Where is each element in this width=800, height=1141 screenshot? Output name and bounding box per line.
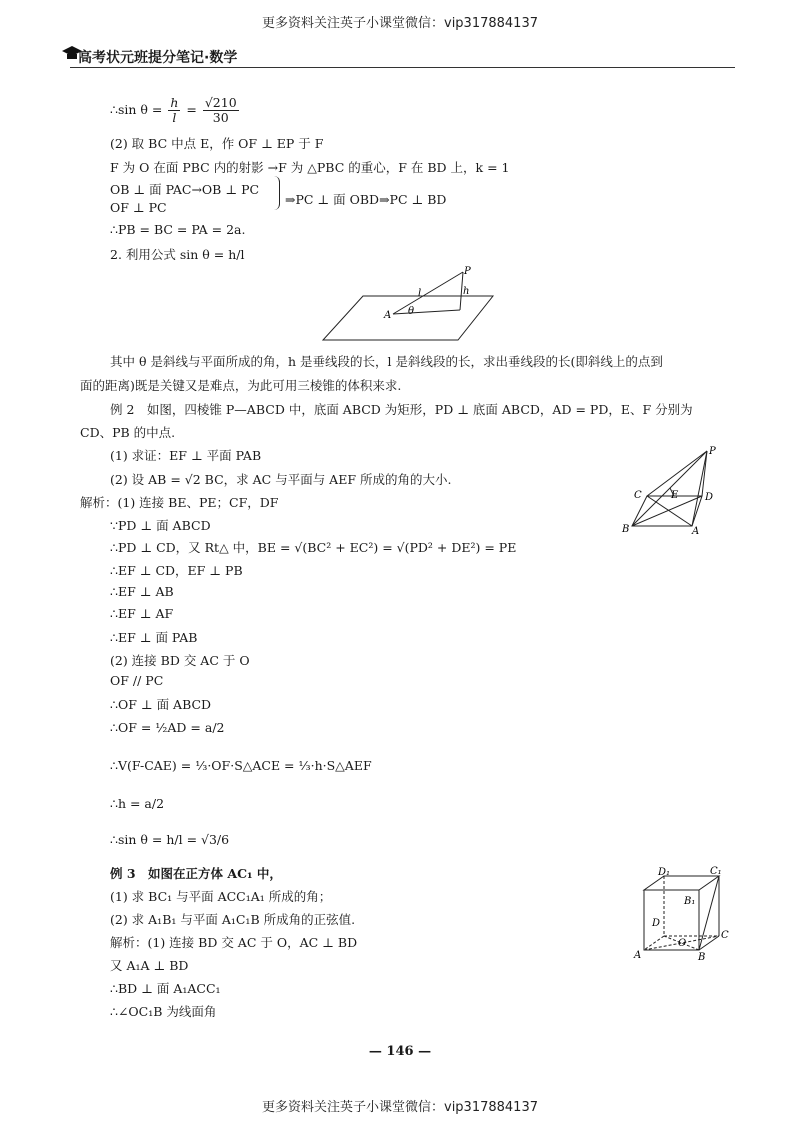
text-line: 例 3 如图在正方体 AC₁ 中， (110, 866, 282, 881)
text-line: ∴EF ⊥ AF (110, 606, 174, 621)
watermark-top: 更多资料关注英子小课堂微信：vip317884137 (262, 16, 538, 31)
text-line: (2) 连接 BD 交 AC 于 O (110, 653, 250, 668)
text-line: OF ⊥ PC (110, 200, 167, 215)
text-line: F 为 O 在面 PBC 内的射影 →F 为 △PBC 的重心，F 在 BD 上，k = 1 (110, 160, 510, 175)
text-line: (2) 取 BC 中点 E，作 OF ⊥ EP 于 F (110, 136, 324, 151)
svg-text:l: l (418, 288, 422, 299)
text-line: (2) 设 AB = √2 BC，求 AC 与平面与 AEF 所成的角的大小. (110, 472, 452, 487)
svg-text:B: B (622, 524, 630, 535)
svg-text:D: D (652, 918, 661, 929)
text-line: ∴sin θ = h/l = √3/6 (110, 832, 230, 847)
svg-text:C: C (634, 490, 642, 501)
header-title: 高考状元班提分笔记·数学 (78, 50, 238, 66)
text-line: 又 A₁A ⊥ BD (110, 958, 189, 973)
svg-text:C: C (721, 930, 729, 941)
svg-text:h: h (463, 286, 470, 297)
svg-text:B₁: B₁ (684, 896, 696, 907)
svg-text:A: A (692, 526, 700, 537)
text-line: 解析：(1) 连接 BD 交 AC 于 O，AC ⊥ BD (110, 935, 358, 950)
svg-text:A: A (634, 950, 642, 961)
text-line: ∴h = a/2 (110, 796, 165, 811)
text-line: ⇒PC ⊥ 面 OBD⇒PC ⊥ BD (285, 192, 447, 207)
text-line: (2) 求 A₁B₁ 与平面 A₁C₁B 所成角的正弦值. (110, 912, 356, 927)
svg-text:B: B (698, 952, 706, 963)
text-line: ∴∠OC₁B 为线面角 (110, 1004, 217, 1019)
svg-text:P: P (464, 266, 471, 277)
text-line: ∴EF ⊥ AB (110, 584, 174, 599)
text-line: ∴EF ⊥ 面 PAB (110, 630, 198, 645)
header-rule (70, 67, 735, 68)
text-line: 解析：(1) 连接 BE、PE；CF，DF (80, 495, 279, 510)
text-line: (1) 求 BC₁ 与平面 ACC₁A₁ 所成的角； (110, 889, 332, 904)
text-line: 其中 θ 是斜线与平面所成的角，h 是垂线段的长，l 是斜线段的长，求出垂线段的长(即斜线上的点到 (110, 354, 663, 369)
text-line: ∴PD ⊥ CD，又 Rt△ 中，BE = √(BC² + EC²) = √(PD² + DE²) = PE (110, 540, 517, 555)
text-line: ∴OF ⊥ 面 ABCD (110, 697, 212, 712)
plane-projection-diagram (318, 268, 503, 348)
formula-sin-theta: ∴sin θ = $\frac{h}{l}$ = $\frac{√210}{30}$ (110, 95, 237, 125)
text-line: ∴V(F-CAE) = ⅓·OF·S△ACE = ⅓·h·S△AEF (110, 758, 372, 773)
text-line: (1) 求证：EF ⊥ 平面 PAB (110, 448, 262, 463)
text-line: ∴BD ⊥ 面 A₁ACC₁ (110, 981, 221, 996)
text-line: 面的距离)既是关键又是难点，为此可用三棱锥的体积来求. (80, 378, 402, 393)
svg-text:P: P (709, 446, 716, 457)
svg-text:D₁: D₁ (658, 867, 671, 878)
watermark-bottom: 更多资料关注英子小课堂微信：vip317884137 (262, 1100, 538, 1115)
text-line: 2. 利用公式 sin θ = h/l (110, 247, 245, 262)
svg-text:E: E (671, 490, 679, 501)
text-line: ∵PD ⊥ 面 ABCD (110, 518, 211, 533)
text-line: OF // PC (110, 673, 164, 688)
cube-diagram (632, 866, 727, 961)
text-line: CD、PB 的中点. (80, 425, 176, 440)
text-line: OB ⊥ 面 PAC→OB ⊥ PC (110, 182, 260, 197)
svg-text:D: D (705, 492, 714, 503)
svg-text:A: A (384, 310, 392, 321)
pyramid-diagram (622, 446, 732, 536)
text-line: ∴PB = BC = PA = 2a. (110, 222, 246, 237)
page-number: — 146 — (368, 1044, 432, 1059)
text-line: ∴EF ⊥ CD，EF ⊥ PB (110, 563, 243, 578)
text-line: 例 2 如图，四棱锥 P—ABCD 中，底面 ABCD 为矩形，PD ⊥ 底面 ABCD，AD = PD，E、F 分别为 (110, 402, 693, 417)
svg-text:θ: θ (408, 306, 415, 317)
svg-text:C₁: C₁ (710, 866, 722, 877)
text-line: ∴OF = ½AD = a/2 (110, 720, 225, 735)
brace (272, 176, 280, 210)
svg-text:O: O (678, 938, 687, 949)
